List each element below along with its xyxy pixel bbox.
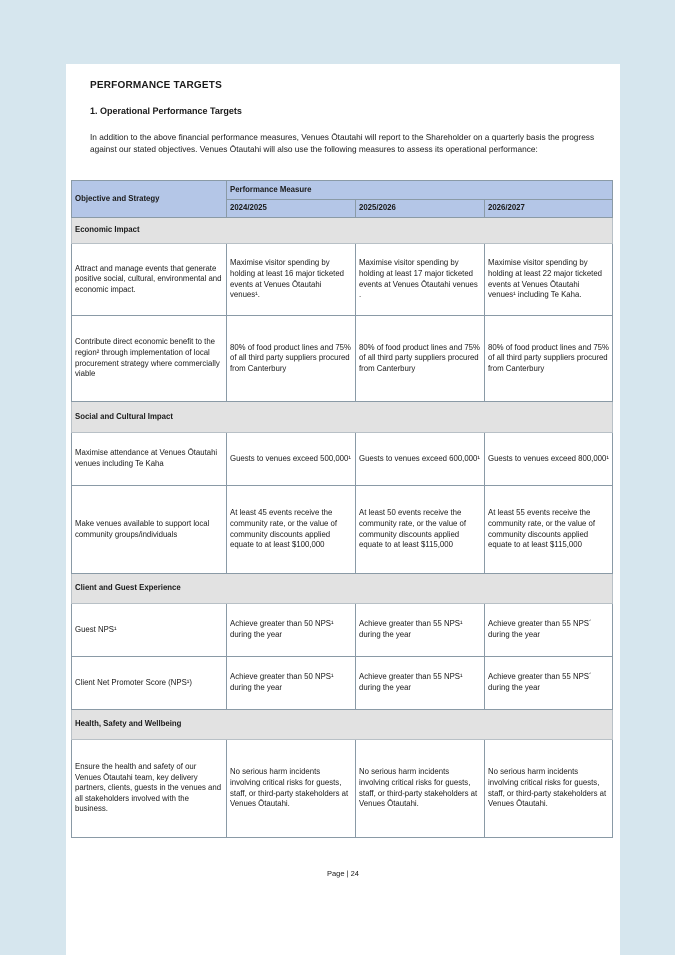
objective-cell: Maximise attendance at Venues Ōtautahi venues including Te Kaha — [72, 433, 227, 486]
measure-cell: At least 50 events receive the community rate, or the value of community discounts applied equate to at least $115,000 — [356, 486, 485, 574]
measure-cell: Achieve greater than 55 NPS´ during the year — [485, 657, 613, 710]
measure-cell: Maximise visitor spending by holding at least 16 major ticketed events at Venues Ōtautahi venues¹. — [227, 244, 356, 316]
measure-cell: 80% of food product lines and 75% of all third party suppliers procured from Canterbury — [227, 316, 356, 402]
measure-cell: At least 45 events receive the community rate, or the value of community discounts applied equate to at least $100,000 — [227, 486, 356, 574]
measure-cell: Achieve greater than 55 NPS´ during the year — [485, 604, 613, 657]
objective-cell: Guest NPS¹ — [72, 604, 227, 657]
measure-cell: Maximise visitor spending by holding at least 17 major ticketed events at Venues Ōtautahi venues . — [356, 244, 485, 316]
performance-targets-table — [71, 180, 613, 838]
header-year: 2025/2026 — [356, 200, 485, 218]
objective-cell: Make venues available to support local community groups/individuals — [72, 486, 227, 574]
measure-cell: Guests to venues exceed 800,000¹ — [485, 433, 613, 486]
objective-cell: Contribute direct economic benefit to the region² through implementation of local procurement strategy where commercially viable — [72, 316, 227, 402]
section-heading: 1. Operational Performance Targets — [90, 106, 242, 116]
measure-cell: Guests to venues exceed 500,000¹ — [227, 433, 356, 486]
page-number: Page | 24 — [327, 869, 359, 878]
intro-paragraph: In addition to the above financial performance measures, Venues Ōtautahi will report to the Shareholder on a quarterly basis the progress against our stated objectives. Venues Ōtautahi will also use the following measures to assess its operational performance: — [90, 132, 595, 154]
measure-cell: No serious harm incidents involving critical risks for guests, staff, or third-party stakeholders at Venues Ōtautahi. — [227, 740, 356, 838]
header-year: 2024/2025 — [227, 200, 356, 218]
objective-cell: Ensure the health and safety of our Venues Ōtautahi team, key delivery partners, clients, guests in the venues and all stakeholders involved with the business. — [72, 740, 227, 838]
measure-cell: Achieve greater than 55 NPS¹ during the year — [356, 657, 485, 710]
section-row-social-cultural-impact: Social and Cultural Impact — [72, 402, 613, 433]
section-row-client-guest-experience: Client and Guest Experience — [72, 574, 613, 604]
measure-cell: At least 55 events receive the community rate, or the value of community discounts applied equate to at least $115,000 — [485, 486, 613, 574]
header-objective: Objective and Strategy — [72, 181, 227, 218]
header-performance-measure: Performance Measure — [227, 181, 613, 200]
measure-cell: Achieve greater than 55 NPS¹ during the year — [356, 604, 485, 657]
document-page — [66, 64, 620, 955]
objective-cell: Attract and manage events that generate positive social, cultural, environmental and economic impact. — [72, 244, 227, 316]
measure-cell: Guests to venues exceed 600,000¹ — [356, 433, 485, 486]
objective-cell: Client Net Promoter Score (NPS¹) — [72, 657, 227, 710]
measure-cell: 80% of food product lines and 75% of all third party suppliers procured from Canterbury — [485, 316, 613, 402]
measure-cell: Achieve greater than 50 NPS¹ during the year — [227, 604, 356, 657]
measure-cell: Maximise visitor spending by holding at least 22 major ticketed events at Venues Ōtautahi venues¹ including Te Kaha. — [485, 244, 613, 316]
section-row-health-safety: Health, Safety and Wellbeing — [72, 710, 613, 740]
measure-cell: No serious harm incidents involving critical risks for guests, staff, or third-party stakeholders at Venues Ōtautahi. — [356, 740, 485, 838]
measure-cell: Achieve greater than 50 NPS¹ during the year — [227, 657, 356, 710]
measure-cell: No serious harm incidents involving critical risks for guests, staff, or third-party stakeholders at Venues Ōtautahi. — [485, 740, 613, 838]
measure-cell: 80% of food product lines and 75% of all third party suppliers procured from Canterbury — [356, 316, 485, 402]
page-title: PERFORMANCE TARGETS — [90, 80, 222, 91]
section-row-economic-impact: Economic Impact — [72, 218, 613, 244]
header-year: 2026/2027 — [485, 200, 613, 218]
